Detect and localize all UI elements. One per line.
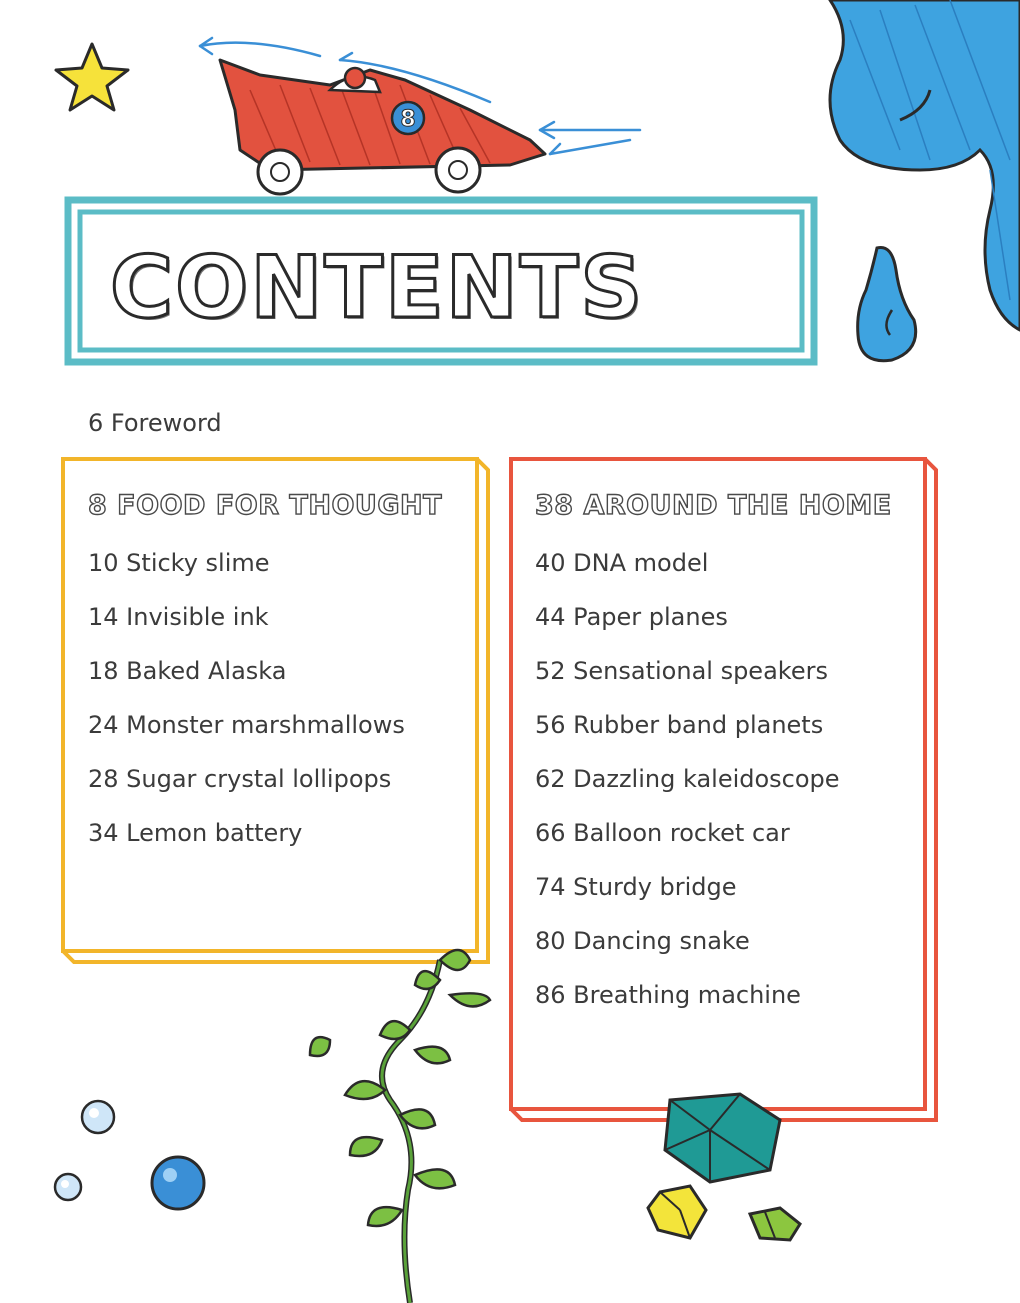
entry-list (88, 548, 442, 872)
race-car-icon (190, 30, 650, 200)
gem-icon (640, 1090, 820, 1250)
star-icon (52, 40, 132, 112)
vine-icon (290, 940, 510, 1303)
list-item[interactable]: 66 Balloon rocket car (535, 819, 790, 847)
list-item[interactable]: 18 Baked Alaska (88, 657, 287, 685)
list-item[interactable]: 56 Rubber band planets (535, 711, 824, 739)
list-item[interactable]: 62 Dazzling kaleidoscope (535, 765, 840, 793)
section-heading[interactable]: 38 AROUND THE HOME (535, 490, 892, 521)
list-item[interactable]: 24 Monster marshmallows (88, 711, 405, 739)
section-heading[interactable]: 8 FOOD FOR THOUGHT (88, 490, 443, 521)
entry-list (535, 548, 892, 1034)
list-item[interactable]: 28 Sugar crystal lollipops (88, 765, 392, 793)
svg-text:8: 8 (400, 107, 416, 132)
bubble-icon (50, 1095, 220, 1215)
drop-icon (852, 240, 922, 370)
section-around-the-home (535, 490, 892, 1034)
foreword-entry[interactable]: 6 Foreword (88, 409, 222, 437)
list-item[interactable]: 34 Lemon battery (88, 819, 303, 847)
list-item[interactable]: 74 Sturdy bridge (535, 873, 737, 901)
list-item[interactable]: 40 DNA model (535, 549, 709, 577)
list-item[interactable]: 10 Sticky slime (88, 549, 270, 577)
list-item[interactable]: 86 Breathing machine (535, 981, 801, 1009)
section-food-for-thought (88, 490, 442, 872)
list-item[interactable]: 80 Dancing snake (535, 927, 750, 955)
list-item[interactable]: 14 Invisible ink (88, 603, 269, 631)
list-item[interactable]: 44 Paper planes (535, 603, 728, 631)
page-title: CONTENTS (110, 238, 645, 338)
list-item[interactable]: 52 Sensational speakers (535, 657, 828, 685)
